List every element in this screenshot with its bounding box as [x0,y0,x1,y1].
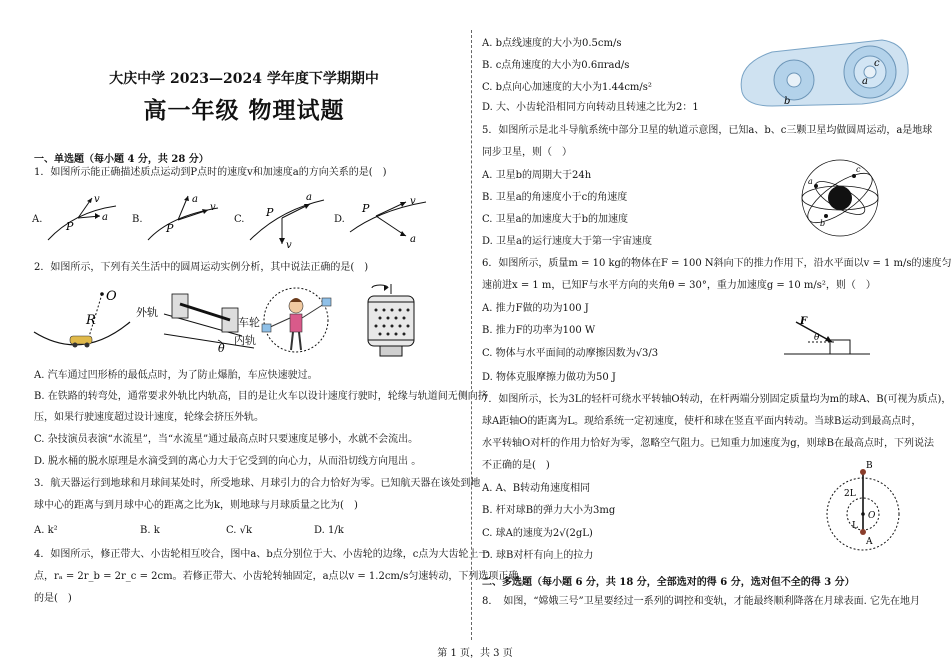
svg-text:b: b [820,219,826,228]
q6-figure-push [782,312,872,360]
q2-option-b-line2: 压，如果行驶速度超过设计速度，轮缘会挤压外轨。 [34,412,264,423]
q1-option-a: A. [32,214,43,225]
q6-line2: 速前进x = 1 m，已知F与水平方向的夹角θ = 30°，重力加速度g = 10 m/s²，则（ ） [482,280,876,291]
q1-figure-a [44,192,124,244]
q6-option-d: D. 物体克服摩擦力做功为50 J [482,372,616,383]
q5-line2: 同步卫星，则（ ） [482,147,572,158]
q7-line4: 不正确的是( ) [482,460,550,471]
q2-option-c: C. 杂技演员表演“水流星”，当“水流星”通过最高点时只要速度足够小，水就不会流出。 [34,434,419,445]
q3-option-b: B. k [140,525,160,536]
q1-a-point-label: P [66,220,74,233]
q2-stem: 2．如图所示，下列有关生活中的圆周运动实例分析，其中说法正确的是( ) [34,262,369,273]
svg-text:v: v [286,240,292,251]
q1-figure-c [246,192,330,250]
svg-text:a: a [306,192,312,203]
svg-text:c: c [874,58,880,69]
q2-inner-rail-label: 内轨 [234,334,256,347]
q3-line2: 球中心的距离与到月球中心的距离之比为k，则地球与月球质量之比为( ) [34,500,358,511]
q5-option-d: D. 卫星a的运行速度大于第一宇宙速度 [482,236,652,247]
svg-text:外轨: 外轨 [136,306,158,319]
q7-line2: 球A距轴O的距离为L。现给系统一定初速度，使杆和球在竖直平面内转动。当球B运动到最高点时， [482,416,922,427]
q7-line1: 7．如图所示，长为3L的轻杆可绕水平转轴O转动，在杆两端分别固定质量均为m的球A、B(可视为质点)， [482,394,952,405]
svg-text:P: P [362,202,370,215]
q4-option-b: B. c点角速度的大小为0.6πrad/s [482,60,630,71]
section1-title: 一、单选题（每小题 4 分，共 28 分） [34,154,209,165]
page-footer: 第 1 页，共 3 页 [437,648,513,659]
q3-option-d: D. 1/k [314,525,344,536]
svg-text:θ: θ [218,342,225,355]
q6-option-b: B. 推力F的功率为100 W [482,325,596,336]
q4-option-a: A. b点线速度的大小为0.5cm/s [482,38,622,49]
q1-figure-b [144,192,224,244]
column-divider [471,30,472,640]
q7-option-c: C. 球A的速度为2√(2gL) [482,528,593,539]
q6-line1: 6．如图所示，质量m = 10 kg的物体在F = 100 N斜向下的推力作用下，沿水平面以v = 1 m/s的速度匀 [482,258,952,269]
q3-line1: 3．航天器运行到地球和月球间某处时，所受地球、月球引力的合力恰好为零。已知航天器在该处到地 [34,478,481,489]
svg-text:2L: 2L [844,489,856,499]
q7-option-d: D. 球B对杆有向上的拉力 [482,550,594,561]
q5-line1: 5．如图所示是北斗导航系统中部分卫星的轨道示意图，已知a、b、c三颗卫星均做圆周运动，a是地球 [482,125,933,136]
q2-wheel-label: 车轮 [238,316,260,329]
q5-figure-orbits [798,156,882,240]
svg-text:v: v [210,202,216,213]
q6-option-c: C. 物体与水平面间的动摩擦因数为√3/3 [482,348,659,359]
q2-figure-water-meteor [260,284,340,356]
svg-text:F: F [800,316,808,327]
section2-title: 二、多选题（每小题 6 分，共 18 分，全部选对的得 6 分，选对但不全的得 3 分） [482,577,855,588]
right-column [482,0,952,640]
svg-text:P: P [166,222,174,235]
q7-option-a: A. A、B转动角速度相同 [482,483,591,494]
svg-text:c: c [856,165,861,174]
svg-text:P: P [266,206,274,219]
q2-figure-spin-dryer [358,282,424,362]
q5-option-b: B. 卫星a的角速度小于c的角速度 [482,192,628,203]
q4-line1: 4．如图所示，修正带大、小齿轮相互咬合，图中a、b点分别位于大、小齿轮的边缘，c点为大齿轮上一 [34,549,489,560]
q8-line1: 8． 如图，“嫦娥三号”卫星要经过一系列的调控和变轨，才能最终顺利降落在月球表面. 它先在地月 [482,596,920,607]
q1-option-d: D. [334,214,345,225]
q7-option-b: B. 杆对球B的弹力大小为3mg [482,505,616,516]
svg-text:a: a [410,234,416,245]
svg-text:θ: θ [814,333,820,343]
q4-line2: 点，rₐ = 2r_b = 2r_c = 2cm。若修正带大、小齿轮转轴固定，a点以v = 1.2cm/s匀速转动，下列选项正确 [34,571,519,582]
svg-text:A: A [866,537,873,547]
q4-option-d: D. 大、小齿轮沿相同方向转动且转速之比为2：1 [482,102,699,113]
q7-line3: 水平转轴O对杆的作用力恰好为零，忽略空气阻力。已知重力加速度为g，则球B在最高点时，下列说法 [482,438,934,449]
q5-option-c: C. 卫星a的加速度大于b的加速度 [482,214,629,225]
svg-text:a: a [192,194,198,205]
exam-title: 高一年级 物理试题 [143,98,345,124]
svg-text:v: v [94,194,100,205]
q1-option-b: B. [132,214,143,225]
q4-figure-correction-tape [732,34,916,114]
q2-option-b-line1: B. 在铁路的转弯处，通常要求外轨比内轨高，目的是让火车以设计速度行驶时，轮缘与轨道间无侧向挤 [34,391,488,402]
q6-option-a: A. 推力F做的功为100 J [482,303,589,314]
svg-text:a: a [808,177,813,186]
svg-text:a: a [102,212,108,223]
q3-option-c: C. √k [226,525,253,536]
svg-text:O: O [868,511,876,521]
q2-option-a: A. 汽车通过凹形桥的最低点时，为了防止爆胎，车应快速驶过。 [34,370,318,381]
q2-option-d: D. 脱水桶的脱水原理是水滴受到的离心力大于它受到的向心力，从而沿切线方向甩出 。 [34,456,422,467]
svg-text:a: a [862,76,868,87]
school-line: 大庆中学 2023—2024 学年度下学期期中 [109,71,379,87]
q4-line3: 的是( ) [34,593,72,604]
q1-figure-d [346,192,430,250]
q1-stem: 1．如图所示能正确描述质点运动到P点时的速度v和加速度a的方向关系的是( ) [34,167,387,178]
q3-option-a: A. k² [34,525,58,536]
q5-option-a: A. 卫星b的周期大于24h [482,170,592,181]
svg-text:v: v [410,196,416,207]
q4-option-c: C. b点向心加速度的大小为1.44cm/s² [482,82,652,93]
svg-text:R: R [86,313,96,328]
svg-text:b: b [784,96,791,107]
q7-figure-rod [818,458,908,550]
svg-text:O: O [106,289,117,304]
svg-text:L: L [852,521,858,531]
q1-option-c: C. [234,214,245,225]
q2-figure-bridge [32,282,132,352]
svg-text:B: B [866,461,873,471]
